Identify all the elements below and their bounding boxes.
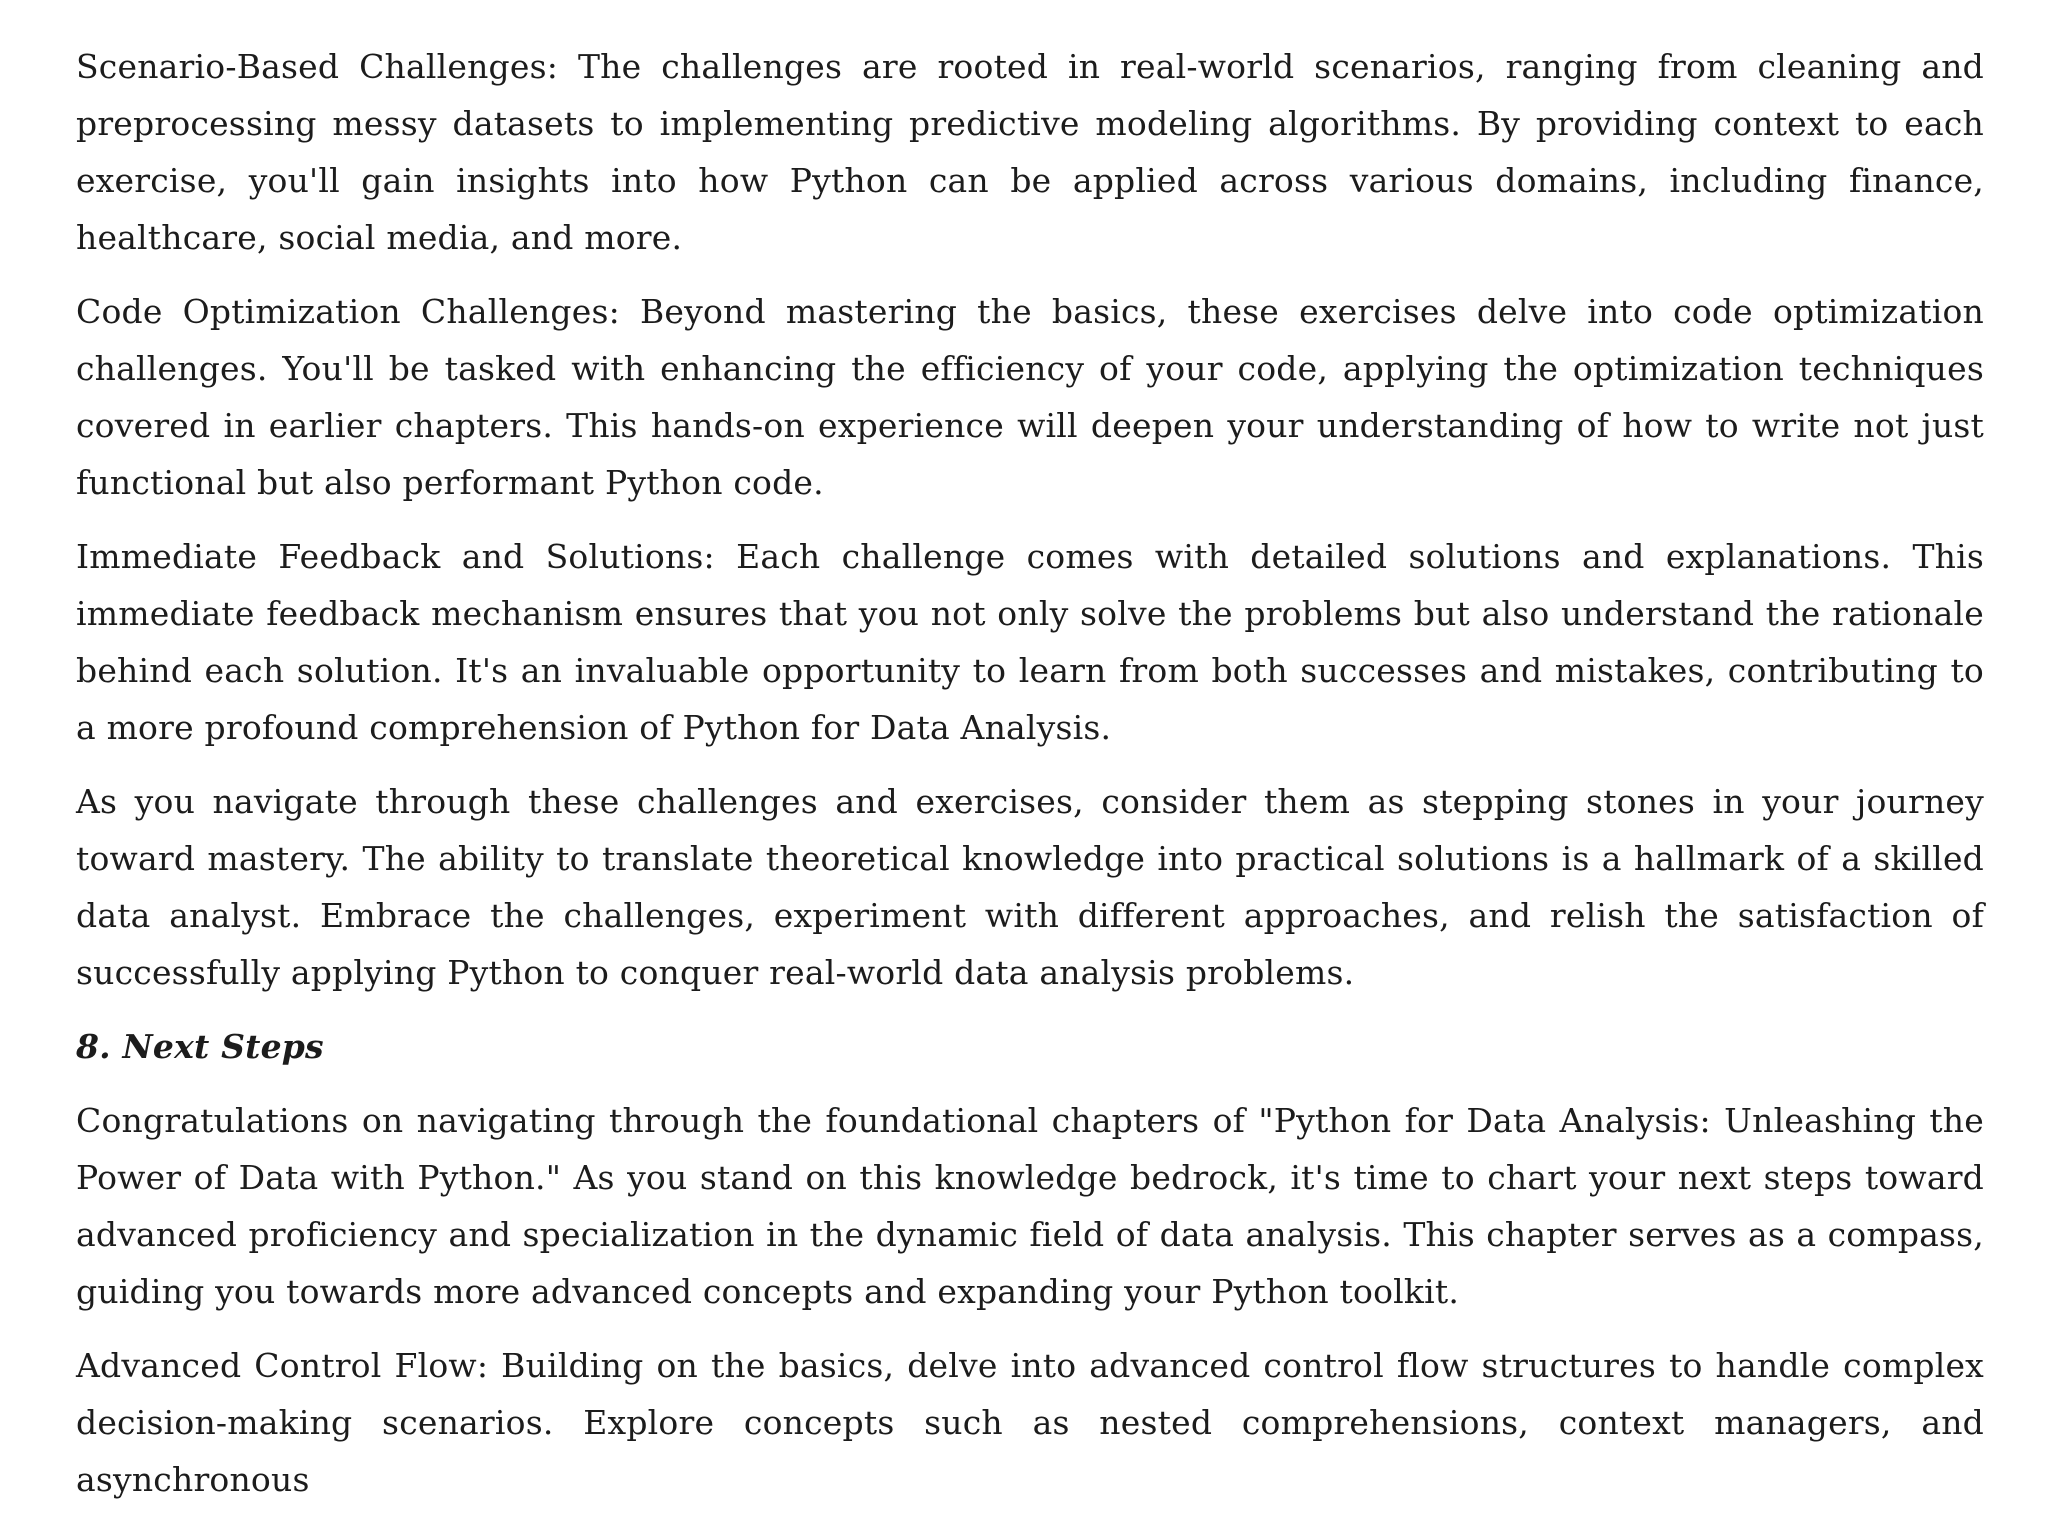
- paragraph-immediate-feedback: Immediate Feedback and Solutions: Each challenge comes with detailed solutions and explanations. This immediate feedback mechanism ensures that you not only solve the problems but also understand the rationale behind each solution. It's an invaluable opportunity to learn from both successes and mistakes, contributing to a more profound comprehension of Python for Data Analysis.: [76, 537, 1984, 747]
- paragraph-congratulations: Congratulations on navigating through the foundational chapters of "Python for Data Analysis: Unleashing the Power of Data with Python." As you stand on this knowledge bedrock, it's time to chart your next steps toward advanced proficiency and specialization in the dynamic field of data analysis. This chapter serves as a compass, guiding you towards more advanced concepts and expanding your Python toolkit.: [76, 1101, 1984, 1311]
- document-page: [76, 38, 1984, 1525]
- paragraph-navigate-challenges: As you navigate through these challenges and exercises, consider them as stepping stones in your journey toward mastery. The ability to translate theoretical knowledge into practical solutions is a hallmark of a skilled data analyst. Embrace the challenges, experiment with different approaches, and relish the satisfaction of successfully applying Python to conquer real-world data analysis problems.: [76, 782, 1984, 992]
- section-heading-next-steps: 8. Next Steps: [76, 1027, 324, 1066]
- paragraph-scenario-based-challenges: Scenario-Based Challenges: The challenges are rooted in real-world scenarios, ranging from cleaning and preprocessing messy datasets to implementing predictive modeling algorithms. By providing context to each exercise, you'll gain insights into how Python can be applied across various domains, including finance, healthcare, social media, and more.: [76, 47, 1984, 257]
- paragraph-code-optimization-challenges: Code Optimization Challenges: Beyond mastering the basics, these exercises delve into code optimization challenges. You'll be tasked with enhancing the efficiency of your code, applying the optimization techniques covered in earlier chapters. This hands-on experience will deepen your understanding of how to write not just functional but also performant Python code.: [76, 292, 1984, 502]
- paragraph-advanced-control-flow: Advanced Control Flow: Building on the basics, delve into advanced control flow structures to handle complex decision-making scenarios. Explore concepts such as nested comprehensions, context managers, and asynchronous: [76, 1346, 1984, 1499]
